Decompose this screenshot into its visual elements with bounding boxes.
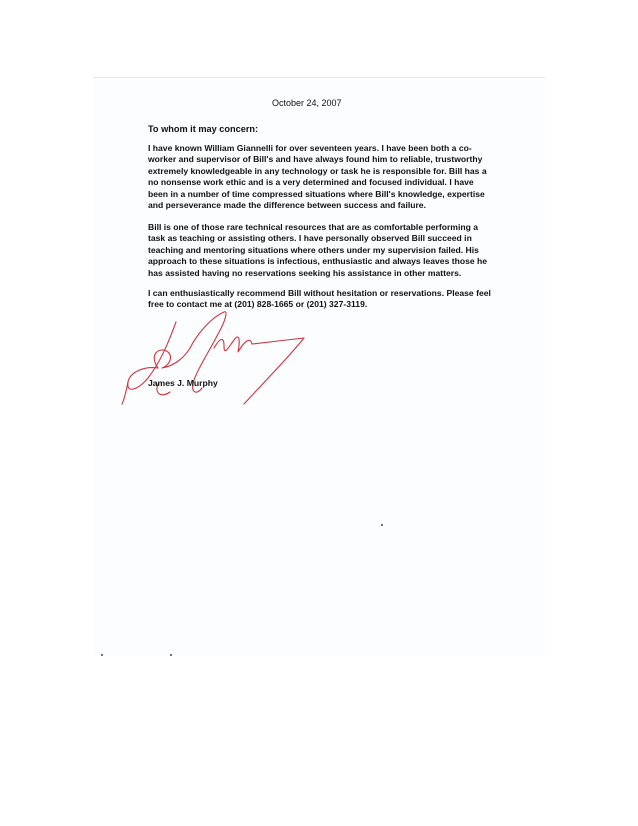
paragraph-3: I can enthusiastically recommend Bill without hesitation or reservations. Please feel free to contact me at (201) 828-1665 or (201) 327-3119. (148, 288, 491, 310)
paragraph-2: Bill is one of those rare technical resources that are as comfortable performing a task as teaching or assisting others. I have personally observed Bill succeed in teaching and mentoring situations where others under my supervision failed. His approach to these situations is infectious, enthusiastic and always leaves those he has assisted having no reservations seeking his assistance in other matters. (148, 222, 488, 278)
scan-speck (101, 654, 103, 656)
letter-date: October 24, 2007 (272, 98, 342, 108)
paragraph-1: I have known William Giannelli for over seventeen years. I have been both a co-worker and supervisor of Bill's and have always found him to reliable, trustworthy extremely knowledgeable in any technology or task he is responsible for. Bill has a no nonsense work ethic and is a very determined and focused individual. I have been in a number of time compressed situations where Bill's knowledge, expertise and perseverance made the difference between success and failure. (148, 143, 487, 211)
signer-name: James J. Murphy (148, 378, 218, 388)
salutation: To whom it may concern: (148, 124, 259, 134)
scan-speck (170, 654, 172, 656)
scan-speck (381, 524, 383, 526)
handwritten-signature (118, 308, 318, 418)
